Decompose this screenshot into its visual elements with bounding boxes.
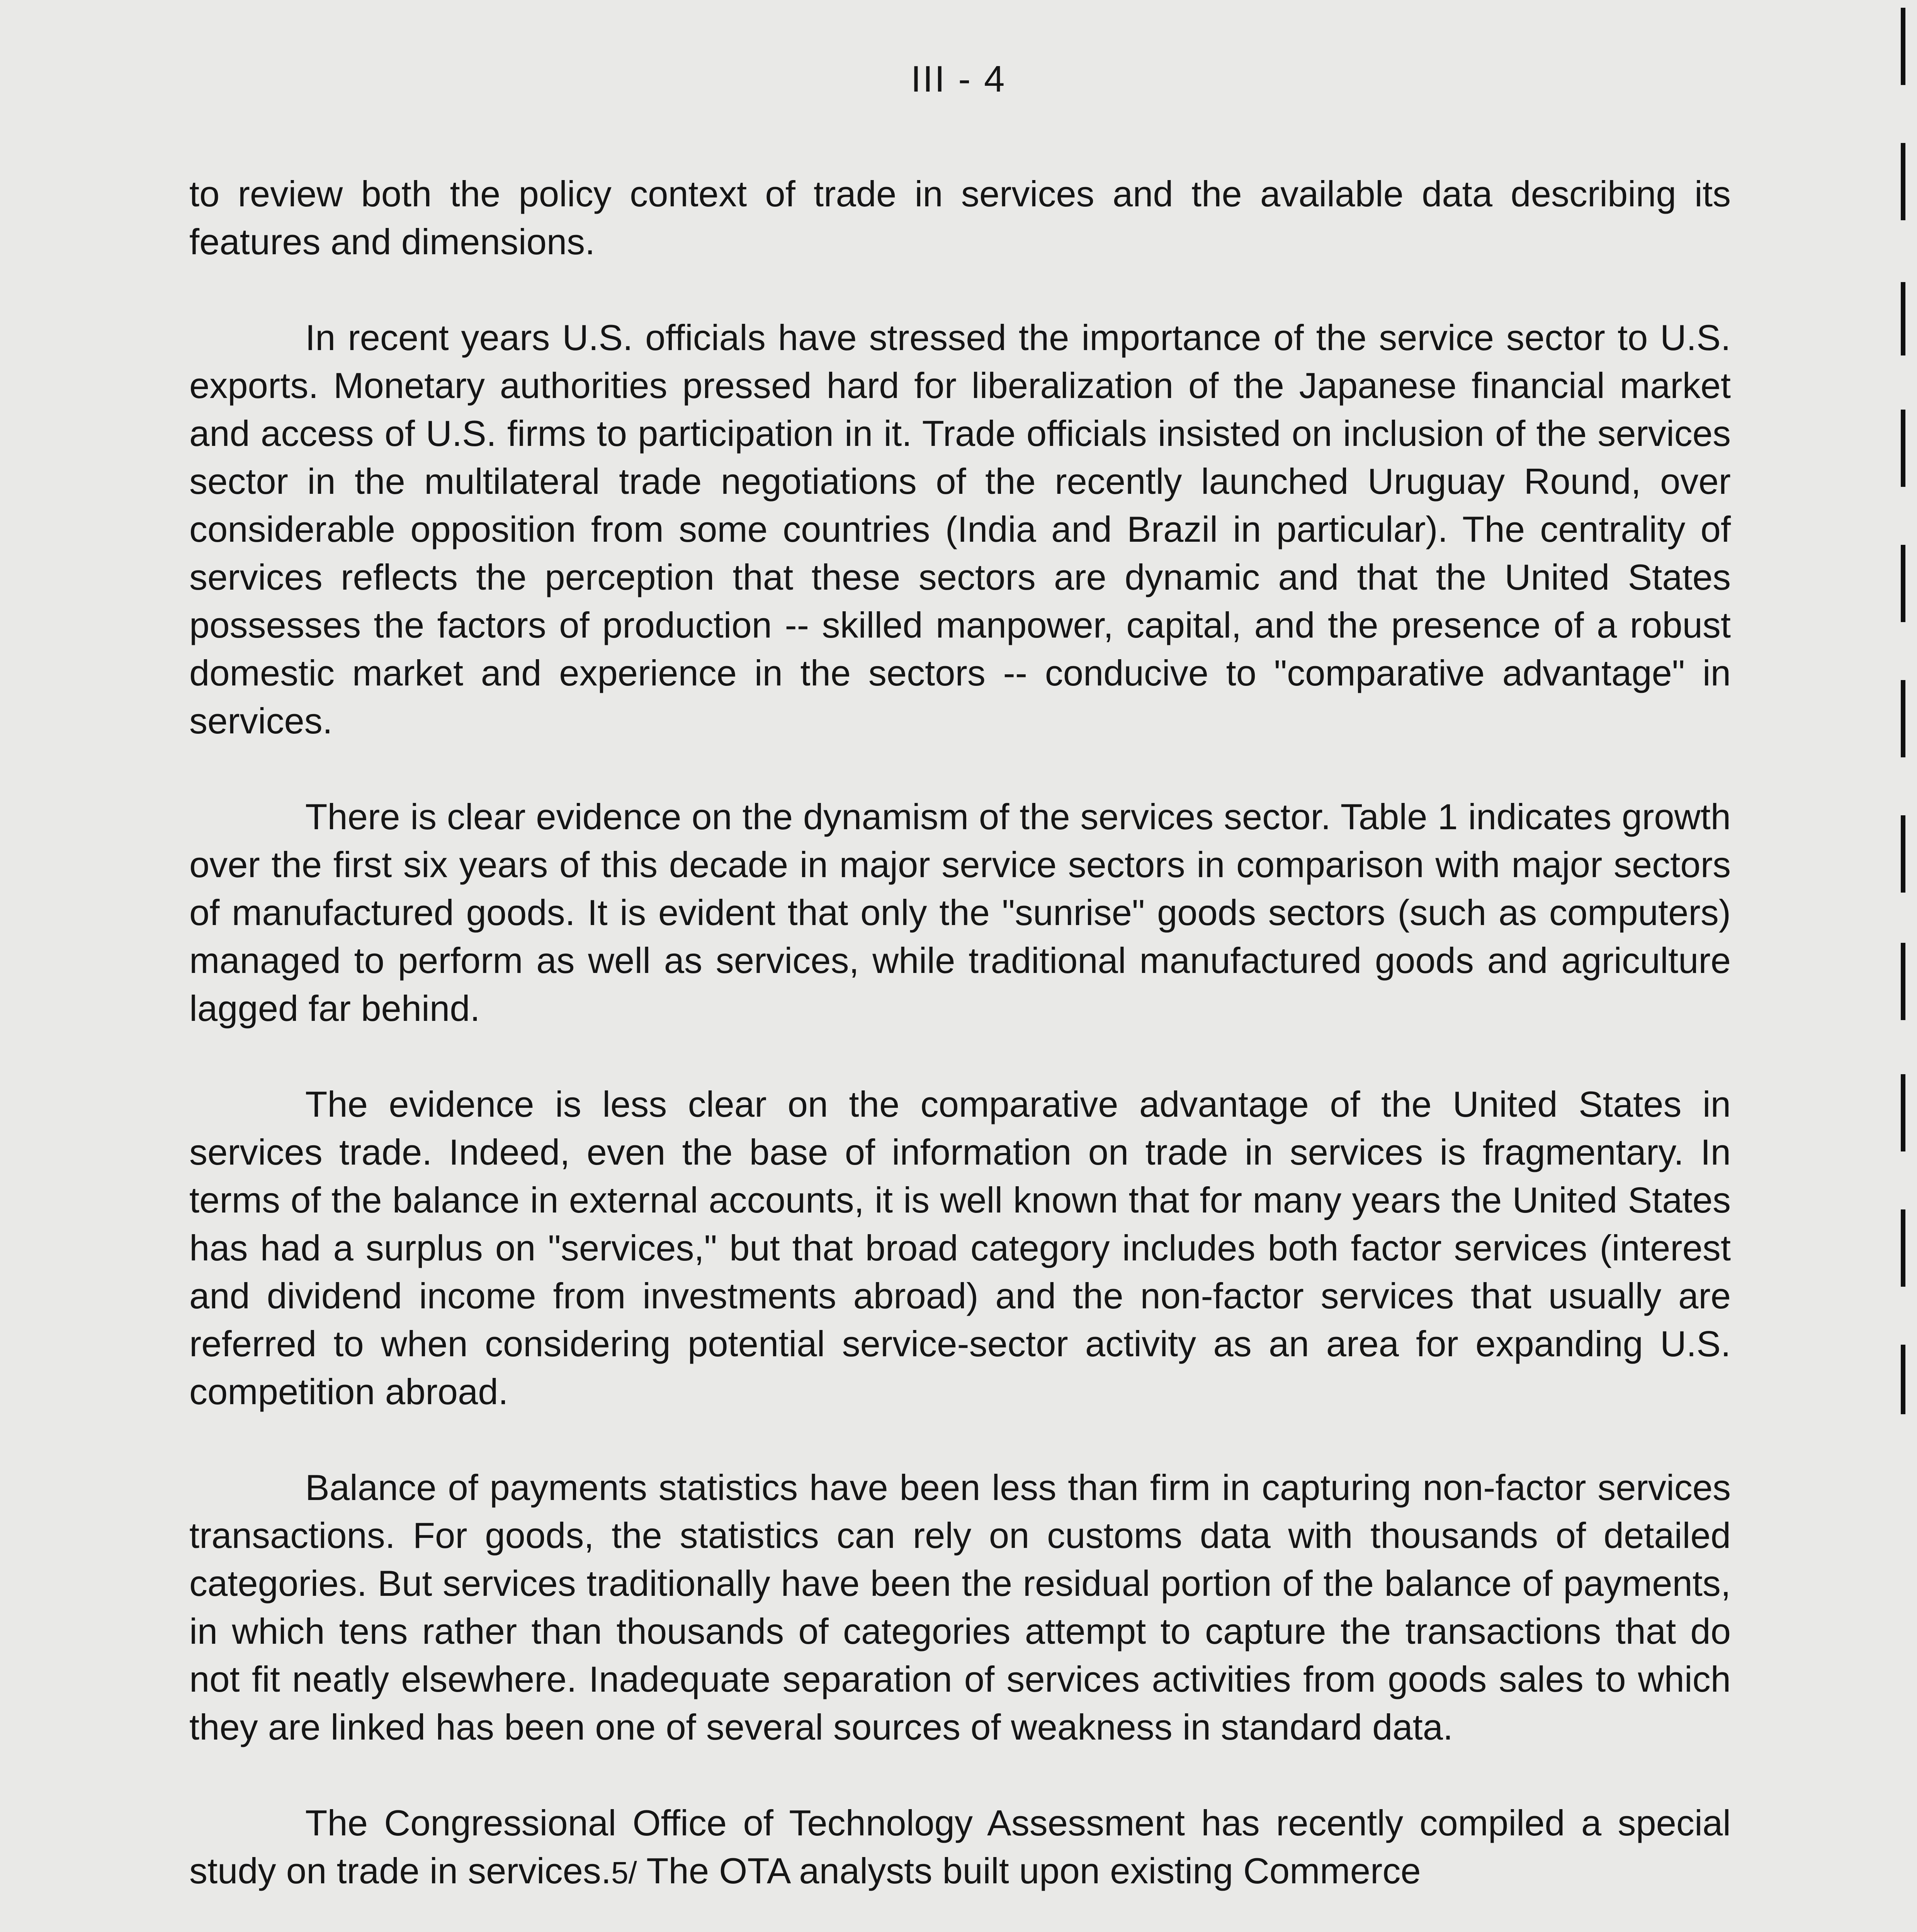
margin-change-bar xyxy=(1901,8,1905,85)
paragraph-ota-study-text-cont: The OTA analysts built upon existing Commerce xyxy=(637,1850,1421,1891)
footnote-reference: 5/ xyxy=(611,1855,637,1890)
paragraph-dynamism: There is clear evidence on the dynamism of the services sector. Table 1 indicates growth over the first six years of this decade in major service sectors in comparison with major sectors of manufactured goods. It is evident that only the "sunrise" goods sectors (such as computers) managed to perform as well as services, while traditional manufactured goods and agriculture lagged far behind. xyxy=(189,796,1731,1029)
paragraph-comparative-advantage: The evidence is less clear on the comparative advantage of the United States in services trade. Indeed, even the base of information on trade in services is fragmentary. In terms of the balance in external accounts, it is well known that for many years the United States has had a surplus on "services," but that broad category includes both factor services (interest and dividend income from investments abroad) and the non-factor services that usually are referred to when considering potential service-sector activity as an area for expanding U.S. competition abroad. xyxy=(189,1084,1731,1412)
margin-change-bar xyxy=(1901,680,1905,757)
paragraph-us-officials: In recent years U.S. officials have stressed the importance of the service sector to U.S. exports. Monetary authorities pressed hard for liberalization of the Japanese financial market and access of U.S. firms to participation in it. Trade officials insisted on inclusion of the services sector in the multilateral trade negotiations of the recently launched Uruguay Round, over considerable opposition from some countries (India and Brazil in particular). The centrality of services reflects the perception that these sectors are dynamic and that the United States possesses the factors of production -- skilled manpower, capital, and the presence of a robust domestic market and experience in the sectors -- conducive to "comparative advantage" in services. xyxy=(189,317,1731,741)
margin-change-bar xyxy=(1901,545,1905,622)
paragraph-balance-of-payments: Balance of payments statistics have been less than firm in capturing non-factor services transactions. For goods, the statistics can rely on customs data with thousands of detailed categories. But services traditionally have been the residual portion of the balance of payments, in which tens rather than thousands of categories attempt to capture the transactions that do not fit neatly elsewhere. Inadequate separation of services activities from goods sales to which they are linked has been one of several sources of weakness in standard data. xyxy=(189,1467,1731,1747)
paragraph-continuation: to review both the policy context of trade in services and the available data describing its features and dimensions. xyxy=(189,173,1731,262)
margin-change-bar xyxy=(1901,943,1905,1020)
paragraph-ota-study xyxy=(189,1799,1731,1897)
margin-change-bar xyxy=(1901,815,1905,893)
margin-change-bar xyxy=(1901,1345,1905,1414)
margin-change-bar xyxy=(1901,143,1905,220)
margin-change-bar xyxy=(1901,1074,1905,1151)
page-number: III - 4 xyxy=(911,58,1006,100)
margin-change-bar xyxy=(1901,282,1905,355)
paragraph-ota-study-text: The Congressional Office of Technology Assessment has recently compiled a special study on trade in services. xyxy=(189,1803,1731,1891)
margin-change-bar xyxy=(1901,1209,1905,1287)
margin-change-bar xyxy=(1901,410,1905,487)
body-text xyxy=(189,170,1731,1932)
